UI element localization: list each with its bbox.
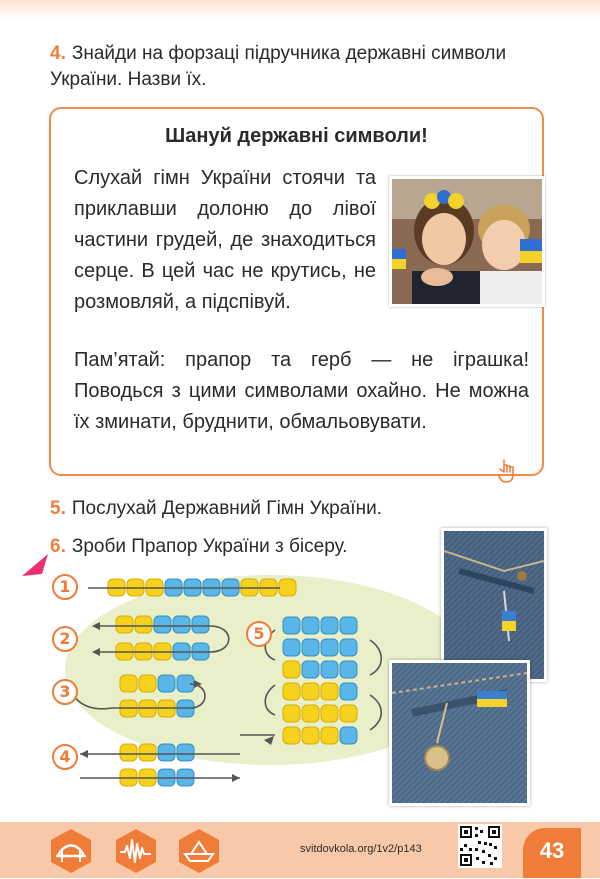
bridge-icon bbox=[48, 828, 94, 879]
bead bbox=[283, 639, 300, 656]
bead bbox=[340, 705, 357, 722]
bead bbox=[321, 617, 338, 634]
step-2-label: 2 bbox=[52, 626, 78, 652]
bead bbox=[158, 744, 175, 761]
page-number: 43 bbox=[523, 828, 581, 878]
rule-title: Шануй державні символи! bbox=[165, 125, 428, 147]
bead bbox=[192, 616, 209, 633]
bead bbox=[321, 705, 338, 722]
bead bbox=[340, 617, 357, 634]
step-4-label: 4 bbox=[52, 744, 78, 770]
hand-pointer-icon bbox=[495, 458, 519, 489]
rule-paragraph-anthem: Слухай гімн України стоячи та приклавши долоню до лівої частини грудей, де знаходиться серце. В цей час не крутись, не розмовляй, а підспівуй. bbox=[74, 167, 376, 313]
bead bbox=[340, 727, 357, 744]
top-band bbox=[0, 0, 600, 20]
bead bbox=[135, 616, 152, 633]
bead bbox=[321, 639, 338, 656]
bead bbox=[154, 616, 171, 633]
bead bbox=[321, 727, 338, 744]
task-5 bbox=[50, 496, 382, 522]
bead bbox=[116, 616, 133, 633]
step-3-label: 3 bbox=[52, 679, 78, 705]
sound-wave-icon bbox=[113, 828, 159, 879]
step-5-label: 5 bbox=[246, 621, 272, 647]
bead bbox=[283, 683, 300, 700]
bead bbox=[120, 744, 137, 761]
bead bbox=[279, 579, 296, 596]
task-4-number: 4. bbox=[50, 43, 66, 64]
bead bbox=[302, 639, 319, 656]
site-url[interactable]: svitdovkola.org/1v2/p143 bbox=[300, 843, 422, 855]
children-singing-photo bbox=[389, 176, 545, 307]
bead bbox=[173, 616, 190, 633]
paper-boat-icon bbox=[176, 828, 222, 879]
task-4 bbox=[50, 41, 560, 93]
bead bbox=[283, 727, 300, 744]
bead bbox=[139, 744, 156, 761]
bead bbox=[302, 683, 319, 700]
bead bbox=[340, 661, 357, 678]
bead bbox=[302, 705, 319, 722]
jacket-with-beaded-flag-photo bbox=[389, 660, 530, 806]
bead bbox=[340, 639, 357, 656]
bead bbox=[283, 617, 300, 634]
task-6-text: Зроби Прапор України з бісеру. bbox=[71, 536, 348, 557]
jacket-with-pin-photo bbox=[441, 528, 547, 682]
bead bbox=[177, 744, 194, 761]
bead bbox=[283, 661, 300, 678]
rule-box bbox=[49, 107, 544, 476]
task-6-number: 6. bbox=[50, 536, 66, 557]
bead bbox=[321, 661, 338, 678]
bead bbox=[302, 617, 319, 634]
task-5-number: 5. bbox=[50, 498, 66, 519]
bead bbox=[340, 683, 357, 700]
bead bbox=[120, 675, 137, 692]
bead bbox=[302, 661, 319, 678]
bead bbox=[283, 705, 300, 722]
task-6 bbox=[50, 534, 347, 560]
bead bbox=[302, 727, 319, 744]
bead bbox=[158, 675, 175, 692]
bead bbox=[321, 683, 338, 700]
task-4-text: Знайди на форзаці підручника державні символи України. Назви їх. bbox=[50, 43, 507, 90]
step-1-label: 1 bbox=[52, 574, 78, 600]
qr-code[interactable] bbox=[458, 824, 502, 868]
task-5-text: Послухай Державний Гімн України. bbox=[71, 498, 382, 519]
rule-paragraph-symbols: Пам’ятай: прапор та герб — не іграшка! Поводься з цими символами охайно. Не можна їх зминати, бруднити, обмальовувати. bbox=[74, 349, 529, 433]
bead bbox=[139, 675, 156, 692]
